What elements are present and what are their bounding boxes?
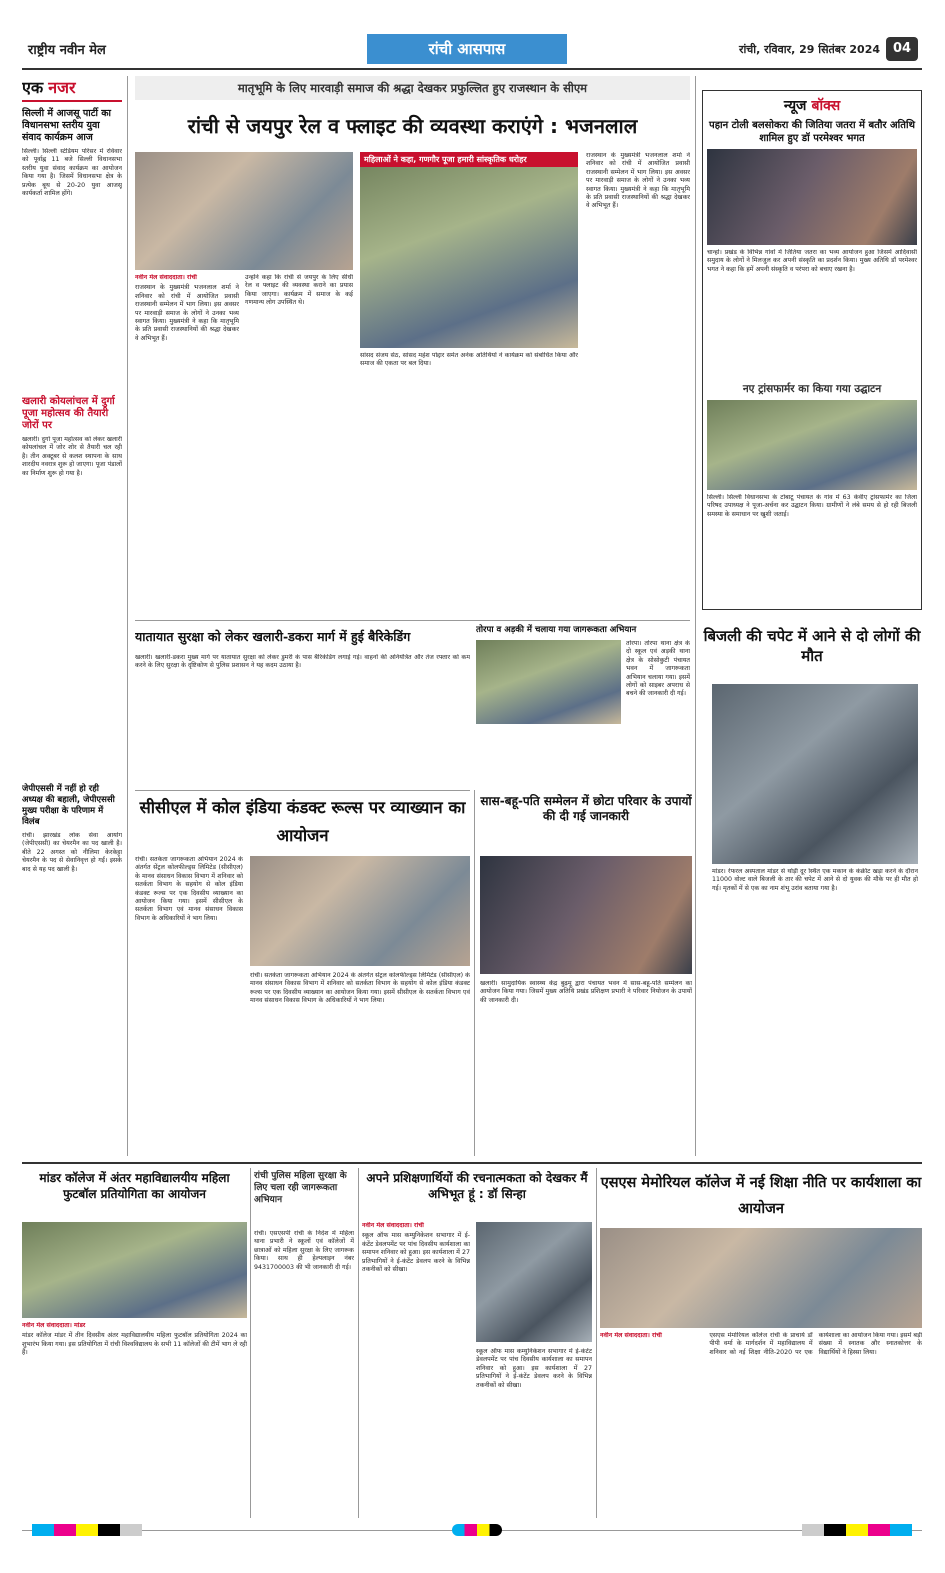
lead-photo-right [360, 152, 578, 348]
page-number: 04 [886, 37, 918, 61]
trainees-photo [476, 1222, 592, 1342]
mandar-photo [22, 1222, 247, 1318]
lead-body-col-1 [135, 274, 239, 614]
section-banner [367, 34, 567, 64]
trainees-dateline: नवीन मेल संवाददाता। रांची [362, 1222, 424, 1229]
ss-memorial-dateline: नवीन मेल संवाददाता। रांची [600, 1332, 662, 1339]
torpa-headline: तोरपा व अड़की में चलाया गया जागरूकता अभियान [476, 625, 637, 635]
news-box-label [707, 95, 917, 115]
ek-nazar-body-1: सिल्ली। सिल्ली स्टेडियम परिसर में रविवार को पूर्वाह्न 11 बजे सिल्ली विधानसभा स्तरीय युवा संवाद कार्यक्रम का आयोजन किया गया है। जिसमें विधानसभा क्षेत्र के प्रत्येक बूथ से 20-20 युवा आजसू कार्यकर्ता शामिल होंगे। [22, 148, 122, 198]
mandar-headline: मांडर कॉलेज में अंतर महाविद्यालयीय महिला फुटबॉल प्रतियोगिता का आयोजन [39, 1171, 230, 1201]
trainees-body-2: स्कूल ऑफ मास कम्युनिकेशन सभागार में ई-कंटेंट डेवलपमेंट पर पांच दिवसीय कार्यशाला का समापन शनिवार को हुआ। इस कार्यशाला में 27 प्रतिभागियों ने ई-कंटेंट डेवलप करने के विभिन्न तकनीकों को सीखा। [476, 1348, 592, 1389]
torpa-photo [476, 640, 621, 724]
ss-memorial-paragraph: एसएस मेमोरियल कॉलेज रांची के प्राचार्य डॉ पीपी वर्मा के मार्गदर्शन में महाविद्यालय में शनिवार को नई शिक्षा नीति-2020 पर एक कार्यशाला का आयोजन किया गया। इसमें बड़ी संख्या में स्नातक और स्नातकोत्तर के विद्यार्थियों ने हिस्सा लिया। [709, 1332, 922, 1356]
ek-nazar-headline-1: सिल्ली में आजसू पार्टी का विधानसभा स्तरीय युवा संवाद कार्यक्रम आज [22, 108, 112, 143]
ek-nazar-label-a: एक [22, 78, 44, 97]
traffic-body: खलारी। खलारी-डकरा मुख्य मार्ग पर यातायात सुरक्षा को लेकर डुमरी के पास बैरिकेडिंग लगाई गई। वाहनों की अनियंत्रित और तेज रफ्तार को कम करने के लिए सुरक्षा के दृष्टिकोण से पुलिस प्रशासन ने यह कदम उठाया है। [135, 654, 470, 670]
lightning-photo [712, 684, 918, 864]
news-box [702, 90, 922, 610]
news-box-label-b: बॉक्स [811, 98, 841, 114]
news-box-photo-1 [707, 149, 917, 245]
ccl-headline: सीसीएल में कोल इंडिया कंडक्ट रूल्स पर व्याख्यान का आयोजन [139, 798, 466, 845]
trainees-body [362, 1222, 470, 1512]
ek-nazar-headline-3: जेपीएससी में नहीं हो रही अध्यक्ष की बहाली, जेपीएससी मुख्य परीक्षा के परिणाम में विलंब [22, 784, 115, 827]
saas-bahu-body: खलारी। सामुदायिक स्वास्थ्य केंद्र बुढ़मू द्वारा पंचायत भवन में सास-बहू-पति सम्मेलन का आयोजन किया गया। जिसमें मुख्य अतिथि प्रखंड प्रशिक्षण प्रभारी ने परिवार नियोजन के उपायों की जानकारी दी। [480, 980, 692, 1004]
news-box-body-1: चान्हो। प्रखंड के विभिन्न गांवों में जितिया जतरा का भव्य आयोजन हुआ जिसमें आदिवासी समुदाय के लोगों ने मिलजुल कर अपनी संस्कृति का प्रदर्शन किया। मुख्य अतिथि डॉ परमेश्वर भगत ने कहा कि हमें अपनी संस्कृति व परंपरा को बचाए रखना है। [707, 249, 917, 273]
police-body: रांची। एसएसपी रांची के निर्देश में महिला थाना प्रभारी ने स्कूलों एवं कॉलेजों में छात्राओं को महिला सुरक्षा के लिए जागरूक किया। साथ ही हेल्पलाइन नंबर 9431700003 की भी जानकारी दी गई। [254, 1230, 354, 1271]
lightning-body: मांडर। रेफरल अस्पताल मांडर से थोड़ी दूर स्थित एक मकान के कंक्रीट खड़ा करने के दौरान 11000 वोल्ट वाले बिजली के तार की चपेट में आने से दो युवक की मौके पर ही मौत हो गई। मृतकों में से एक का नाम शंभू उरांव बताया गया है। [712, 868, 918, 892]
ccl-body: रांची। सतर्कता जागरूकता अभियान 2024 के अंतर्गत सेंट्रल कोलफील्ड्स लिमिटेड (सीसीएल) के मानव संसाधन विकास विभाग में शनिवार को सतर्कता विभाग के सहयोग से कोल इंडिया कंडक्ट रूल्स पर एक दिवसीय व्याख्यान का आयोजन किया गया। इसमें सीसीएल के सतर्कता विभाग एवं मानव संसाधन विकास विभाग के अधिकारियों ने भाग लिया। [135, 856, 243, 922]
news-box-headline-1: पहान टोली बलसोकरा की जितिया जतरा में बतौर अतिथि शामिल हुए डॉ परमेश्वर भगत [709, 120, 915, 144]
lead-photo-left [135, 152, 353, 270]
ccl-body-2: रांची। सतर्कता जागरूकता अभियान 2024 के अंतर्गत सेंट्रल कोलफील्ड्स लिमिटेड (सीसीएल) के मानव संसाधन विकास विभाग में शनिवार को सतर्कता विभाग के सहयोग से कोल इंडिया कंडक्ट रूल्स पर एक दिवसीय व्याख्यान का आयोजन किया गया। इसमें सीसीएल के सतर्कता विभाग एवं मानव संसाधन विकास विभाग के अधिकारियों ने भाग लिया। [250, 972, 470, 1005]
torpa-body: तोरपा। तोरपा थाना क्षेत्र के दो स्कूल एवं अड़की थाना क्षेत्र के सोसोकुटी पंचायत भवन में जागरूकता अभियान चलाया गया। इसमें लोगों को साइबर अपराध से बचने की जानकारी दी गई। [626, 640, 690, 698]
lead-paragraph-1: राजस्थान के मुख्यमंत्री भजनलाल शर्मा ने शनिवार को रांची में आयोजित प्रवासी राजस्थानी सम्मेलन में भाग लिया। इस अवसर पर मारवाड़ी समाज के लोगों ने उनका भव्य स्वागत किया। मुख्यमंत्री ने कहा कि मातृभूमि के प्रति प्रवासी राजस्थानियों की श्रद्धा देखकर वे अभिभूत हैं। [135, 284, 239, 342]
mandar-dateline: नवीन मेल संवाददाता। मांडर [22, 1322, 86, 1329]
lead-body-col-3 [360, 352, 578, 614]
lead-body-col-2 [245, 274, 353, 614]
ccl-photo [250, 856, 470, 966]
ek-nazar-body-3: रांची। झारखंड लोक सेवा आयोग (जेपीएससी) का चेयरमैन का पद खाली है। बीते 22 अगस्त को नीलिमा केरकेट्टा चेयरमैन के पद से सेवानिवृत्त हो गईं। इसके बाद से यह पद खाली है। [22, 832, 122, 873]
ss-memorial-headline: एसएस मेमोरियल कॉलेज में नई शिक्षा नीति पर कार्यशाला का आयोजन [600, 1175, 922, 1217]
dateline: रांची, रविवार, 29 सितंबर 2024 [738, 43, 880, 56]
ss-memorial-body [600, 1332, 922, 1512]
lead-body-col-4 [586, 152, 690, 614]
lead-paragraph-3: सांसद संजय सेठ, सांसद महेश पोद्दार समेत अनेक अतिथियों ने कार्यक्रम को संबोधित किया और समाज की एकता पर बल दिया। [360, 352, 578, 368]
saas-bahu-photo [480, 856, 692, 974]
lead-kicker: मातृभूमि के लिए मारवाड़ी समाज की श्रद्धा देखकर प्रफुल्लित हुए राजस्थान के सीएम [135, 76, 690, 100]
ek-nazar-body-2: खलारी। दुर्गा पूजा महोत्सव को लेकर खलारी कोयलांचल में जोर शोर से तैयारी चल रही है। तीन अक्टूबर से कलश स्थापना के साथ शारदीय नवरात्र शुरू हो जाएगा। पूजा पंडालों का निर्माण शुरू हो गया है। [22, 436, 122, 477]
lead-paragraph-4: राजस्थान के मुख्यमंत्री भजनलाल शर्मा ने शनिवार को रांची में आयोजित प्रवासी राजस्थानी सम्मेलन में भाग लिया। इस अवसर पर मारवाड़ी समाज के लोगों ने उनका भव्य स्वागत किया। मुख्यमंत्री ने कहा कि मातृभूमि के प्रति प्रवासी राजस्थानियों की श्रद्धा देखकर वे अभिभूत हैं। [586, 152, 690, 210]
lead-dateline: नवीन मेल संवाददाता। रांची [135, 274, 197, 281]
trainees-paragraph: स्कूल ऑफ मास कम्युनिकेशन सभागार में ई-कंटेंट डेवलपमेंट पर पांच दिवसीय कार्यशाला का समापन शनिवार को हुआ। इस कार्यशाला में 27 प्रतिभागियों ने ई-कंटेंट डेवलप करने के विभिन्न तकनीकों को सीखा। [362, 1232, 470, 1274]
news-box-label-a: न्यूज [783, 98, 807, 114]
footer-color-bar [22, 1524, 922, 1540]
masthead [22, 34, 922, 66]
lead-paragraph-2: उन्होंने कहा कि रांची से जयपुर के लिए सीधी रेल व फ्लाइट की व्यवस्था कराने का प्रयास किया जाएगा। कार्यक्रम में समाज के कई गणमान्य लोग उपस्थित थे। [245, 274, 353, 307]
ek-nazar-label-b: नजर [48, 78, 76, 97]
masthead-logo: राष्ट्रीय नवीन मेल [28, 43, 106, 58]
lead-headline: रांची से जयपुर रेल व फ्लाइट की व्यवस्था कराएंगे : भजनलाल [187, 114, 638, 138]
mandar-paragraph: मांडर कॉलेज मांडर में तीन दिवसीय अंतर महाविद्यालयीय महिला फुटबॉल प्रतियोगिता 2024 का शुभारंभ किया गया। इस प्रतियोगिता में रांची विश्वविद्यालय के सभी 11 कॉलेजों की टीमें भाग ले रही हैं। [22, 1332, 247, 1357]
ek-nazar-column [22, 76, 122, 1156]
mandar-body [22, 1322, 247, 1512]
police-headline: रांची पुलिस महिला सुरक्षा के लिए चला रही जागरूकता अभियान [254, 1171, 347, 1205]
ss-memorial-photo [600, 1228, 922, 1328]
ek-nazar-label [22, 76, 122, 102]
traffic-headline: यातायात सुरक्षा को लेकर खलारी-डकरा मार्ग में हुई बैरिकेडिंग [135, 629, 411, 644]
news-box-photo-2 [707, 400, 917, 490]
ek-nazar-headline-2: खलारी कोयलांचल में दुर्गा पूजा महोत्सव की तैयारी जोरों पर [22, 396, 115, 431]
news-box-headline-2: नए ट्रांसफार्मर का किया गया उद्घाटन [742, 383, 882, 395]
lead-photo-caption: महिलाओं ने कहा, गणगौर पूजा हमारी सांस्कृतिक धरोहर [360, 152, 578, 167]
saas-bahu-headline: सास-बहू-पति सम्मेलन में छोटा परिवार के उपायों की दी गई जानकारी [480, 794, 692, 823]
trainees-headline: अपने प्रशिक्षणार्थियों की रचनात्मकता को देखकर मैं अभिभूत हूं : डॉ सिन्हा [366, 1171, 588, 1201]
lightning-headline: बिजली की चपेट में आने से दो लोगों की मौत [703, 627, 921, 665]
news-box-body-2: सिल्ली। सिल्ली विधानसभा के टोबाटू पंचायत के गांव में 63 केवीए ट्रांसफार्मर का जिला परिषद उपाध्यक्ष ने पूजा-अर्चना कर उद्घाटन किया। ग्रामीणों ने लंबे समय से हो रही बिजली समस्या के समाधान पर खुशी जताई। [707, 494, 917, 518]
section-title: रांची आसपास [428, 40, 506, 58]
